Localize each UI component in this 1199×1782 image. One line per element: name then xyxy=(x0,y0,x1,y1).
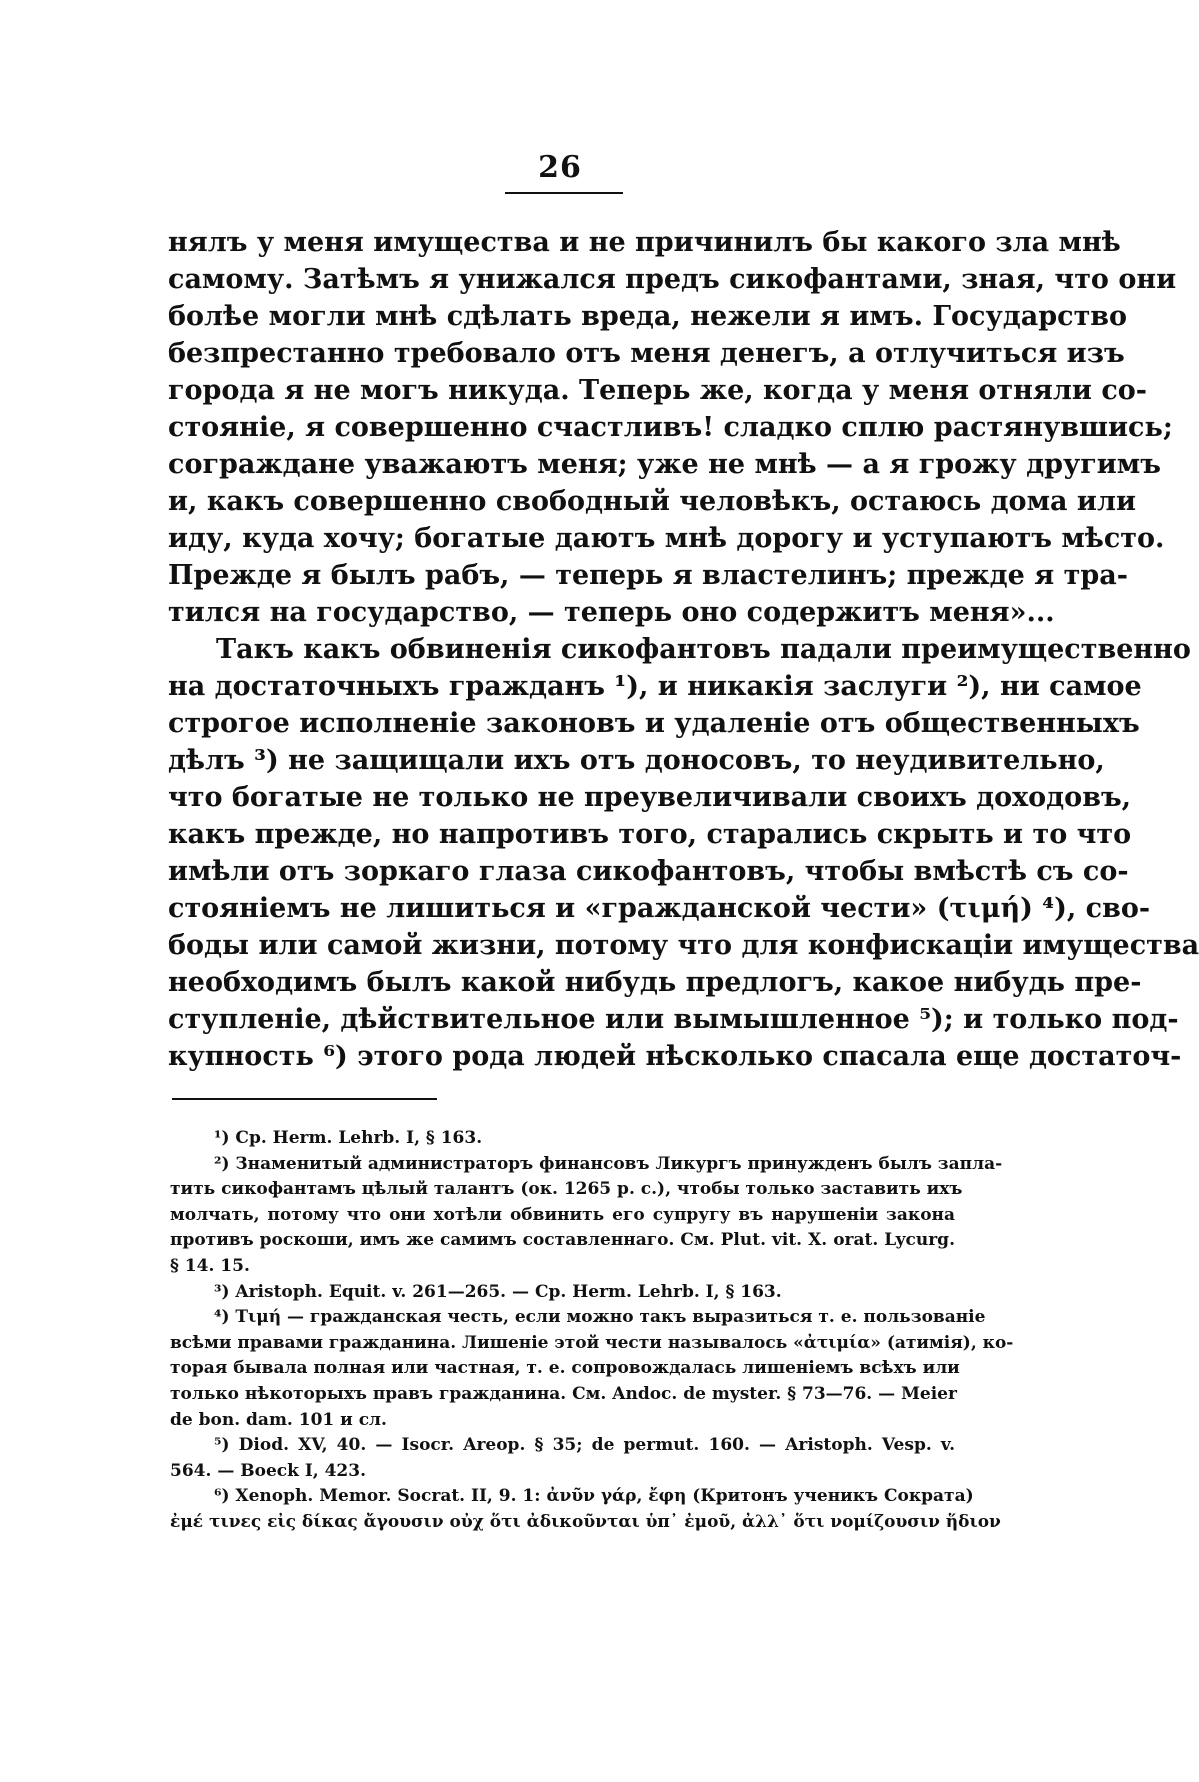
body-line: на достаточныхъ гражданъ ¹), и никакія заслуги ²), ни самое xyxy=(168,671,1142,702)
body-line: Прежде я былъ рабъ, — теперь я властелинъ; прежде я тра- xyxy=(168,560,1128,591)
footnote-line: ⁵) Diod. XV, 40. — Isocr. Areop. § 35; de permut. 160. — Aristoph. Vesp. v. xyxy=(214,1435,955,1456)
footnote-line: ²) Знаменитый администраторъ финансовъ Ликургъ принужденъ былъ запла- xyxy=(214,1153,1003,1174)
body-line: нялъ у меня имущества и не причинилъ бы какого зла мнѣ xyxy=(168,227,1121,258)
body-line: стояніемъ не лишиться и «гражданской чести» (τιμή) ⁴), сво- xyxy=(168,893,1151,924)
footnote-line: тить сикофантамъ цѣлый талантъ (ок. 1265 р. с.), чтобы только заставить ихъ xyxy=(170,1179,963,1200)
body-line: купность ⁶) этого рода людей нѣсколько спасала еще достаточ- xyxy=(168,1041,1182,1072)
footnote-line: всѣми правами гражданина. Лишеніе этой чести называлось «ἀτιμία» (атимія), ко- xyxy=(170,1332,1014,1353)
footnote-line: 564. — Boeck I, 423. xyxy=(170,1460,367,1481)
body-line: стояніе, я совершенно счастливъ! сладко сплю растянувшись; xyxy=(168,412,1173,443)
footnote-line: ⁶) Xenoph. Memor. Socrat. II, 9. 1: ἀνῦν γάρ, ἔφη (Критонъ ученикъ Сократа) xyxy=(214,1486,974,1507)
body-line: дѣлъ ³) не защищали ихъ отъ доносовъ, то неудивительно, xyxy=(168,745,1105,776)
footnote-line: молчать, потому что они хотѣли обвинить его супругу въ нарушеніи закона xyxy=(170,1204,955,1225)
body-line: необходимъ былъ какой нибудь предлогъ, какое нибудь пре- xyxy=(168,967,1142,998)
footnote-line: de bon. dam. 101 и сл. xyxy=(170,1409,387,1430)
body-line: болѣе могли мнѣ сдѣлать вреда, нежели я имъ. Государство xyxy=(168,301,1128,332)
body-line: Такъ какъ обвиненія сикофантовъ падали преимущественно xyxy=(216,634,1191,665)
body-line: ступленіе, дѣйствительное или вымышленное ⁵); и только под- xyxy=(168,1004,1179,1035)
body-line: самому. Затѣмъ я унижался предъ сикофантами, зная, что они xyxy=(168,264,1177,295)
footnote-line: § 14. 15. xyxy=(170,1255,250,1276)
footnote-rule xyxy=(172,1098,437,1100)
footnote-line: ἐμέ τινες εἰς δίκας ἄγουσιν οὐχ ὅτι ἀδικοῦνται ὑπ᾽ ἐμοῦ, ἀλλ᾽ ὅτι νομίζουσιν ἥδιον xyxy=(170,1511,1001,1532)
page-number: 26 xyxy=(538,150,582,185)
body-line: какъ прежде, но напротивъ того, старались скрыть и то что xyxy=(168,819,1132,850)
body-line: сограждане уважаютъ меня; уже не мнѣ — а я грожу другимъ xyxy=(168,449,1161,480)
body-text xyxy=(168,224,1199,1075)
body-line: тился на государство, — теперь оно содержитъ меня»... xyxy=(168,597,1055,628)
body-line: боды или самой жизни, потому что для конфискаціи имущества xyxy=(168,930,1199,961)
body-line: и, какъ совершенно свободный человѣкъ, остаюсь дома или xyxy=(168,486,1137,517)
body-line: строгое исполненіе законовъ и удаленіе отъ общественныхъ xyxy=(168,708,1140,739)
footnote-line: только нѣкоторыхъ правъ гражданина. См. Andoc. de myster. § 73—76. — Meier xyxy=(170,1383,957,1404)
body-line: имѣли отъ зоркаго глаза сикофантовъ, чтобы вмѣстѣ съ со- xyxy=(168,856,1129,887)
body-line: города я не могъ никуда. Теперь же, когда у меня отняли со- xyxy=(168,375,1147,406)
footnote-line: ¹) Cp. Herm. Lehrb. I, § 163. xyxy=(214,1128,483,1148)
header-rule xyxy=(505,192,623,194)
body-line: иду, куда хочу; богатые даютъ мнѣ дорогу и уступаютъ мѣсто. xyxy=(168,523,1165,554)
footnote-line: ⁴) Τιμή — гражданская честь, если можно такъ выразиться т. е. пользованіе xyxy=(214,1307,986,1328)
footnote-line: торая бывала полная или частная, т. е. сопровождалась лишеніемъ всѣхъ или xyxy=(170,1358,960,1379)
body-line: что богатые не только не преувеличивали своихъ доходовъ, xyxy=(168,782,1132,813)
footnote-line: ³) Aristoph. Equit. v. 261—265. — Cp. Herm. Lehrb. I, § 163. xyxy=(214,1281,782,1302)
footnote-line: противъ роскоши, имъ же самимъ составленнаго. См. Plut. vit. X. orat. Lycurg. xyxy=(170,1230,955,1251)
footnotes xyxy=(170,1126,1014,1536)
body-line: безпрестанно требовало отъ меня денегъ, а отлучиться изъ xyxy=(168,338,1125,369)
